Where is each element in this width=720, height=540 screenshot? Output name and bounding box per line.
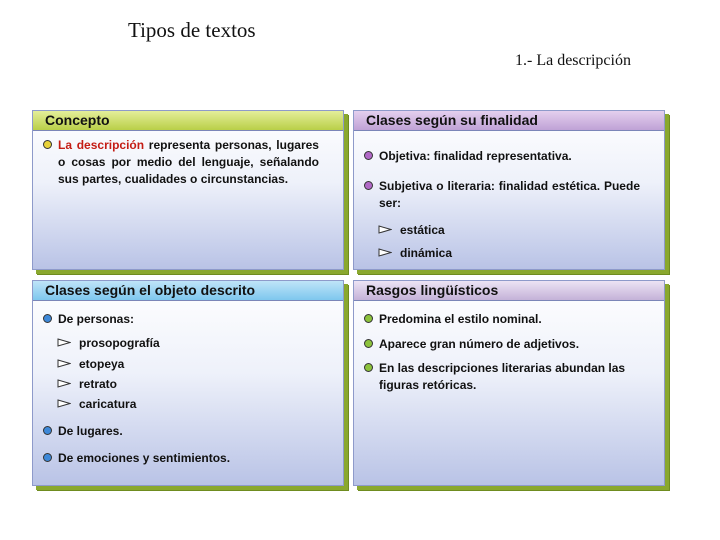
round-bullet-icon	[43, 453, 52, 462]
round-bullet-icon	[364, 339, 373, 348]
concepto-text: representa personas, lugares o cosas por medio del lenguaje, señalando sus partes, cualidades o circunstancias.	[58, 138, 319, 186]
finalidad-panel	[353, 110, 665, 270]
finalidad-sub-2: dinámica	[378, 245, 452, 262]
rasgos-header: Rasgos lingüísticos	[354, 281, 664, 301]
concepto-panel	[32, 110, 344, 270]
round-bullet-icon	[364, 314, 373, 323]
objeto-header: Clases según el objeto descrito	[33, 281, 343, 301]
concepto-item	[43, 137, 319, 188]
rasgos-item-3: En las descripciones literarias abundan las figuras retóricas.	[364, 360, 640, 394]
objeto-panel	[32, 280, 344, 486]
round-bullet-icon	[364, 151, 373, 160]
round-bullet-icon	[43, 314, 52, 323]
arrow-bullet-icon	[378, 248, 392, 257]
arrow-bullet-icon	[57, 399, 71, 408]
objeto-item-2: De lugares.	[43, 423, 319, 440]
objeto-sub-3: retrato	[57, 376, 117, 393]
page-title: Tipos de textos	[128, 18, 256, 42]
arrow-bullet-icon	[57, 359, 71, 368]
round-bullet-icon	[364, 181, 373, 190]
objeto-sub-4: caricatura	[57, 396, 136, 413]
arrow-bullet-icon	[57, 338, 71, 347]
round-bullet-icon	[364, 363, 373, 372]
round-bullet-icon	[43, 426, 52, 435]
concepto-header: Concepto	[33, 111, 343, 131]
page-subtitle: 1.- La descripción	[515, 52, 631, 69]
finalidad-header: Clases según su finalidad	[354, 111, 664, 131]
objeto-sub-2: etopeya	[57, 356, 124, 373]
round-bullet-icon	[43, 140, 52, 149]
rasgos-item-1: Predomina el estilo nominal.	[364, 311, 640, 328]
arrow-bullet-icon	[378, 225, 392, 234]
finalidad-sub-1: estática	[378, 222, 445, 239]
arrow-bullet-icon	[57, 379, 71, 388]
concepto-highlight: La descripción	[58, 138, 145, 152]
objeto-item-3: De emociones y sentimientos.	[43, 450, 319, 467]
objeto-sub-1: prosopografía	[57, 335, 160, 352]
rasgos-panel	[353, 280, 665, 486]
objeto-item-1: De personas:	[43, 311, 319, 328]
rasgos-item-2: Aparece gran número de adjetivos.	[364, 336, 640, 353]
finalidad-item-2: Subjetiva o literaria: finalidad estética. Puede ser:	[364, 178, 640, 212]
finalidad-item-1: Objetiva: finalidad representativa.	[364, 148, 640, 165]
